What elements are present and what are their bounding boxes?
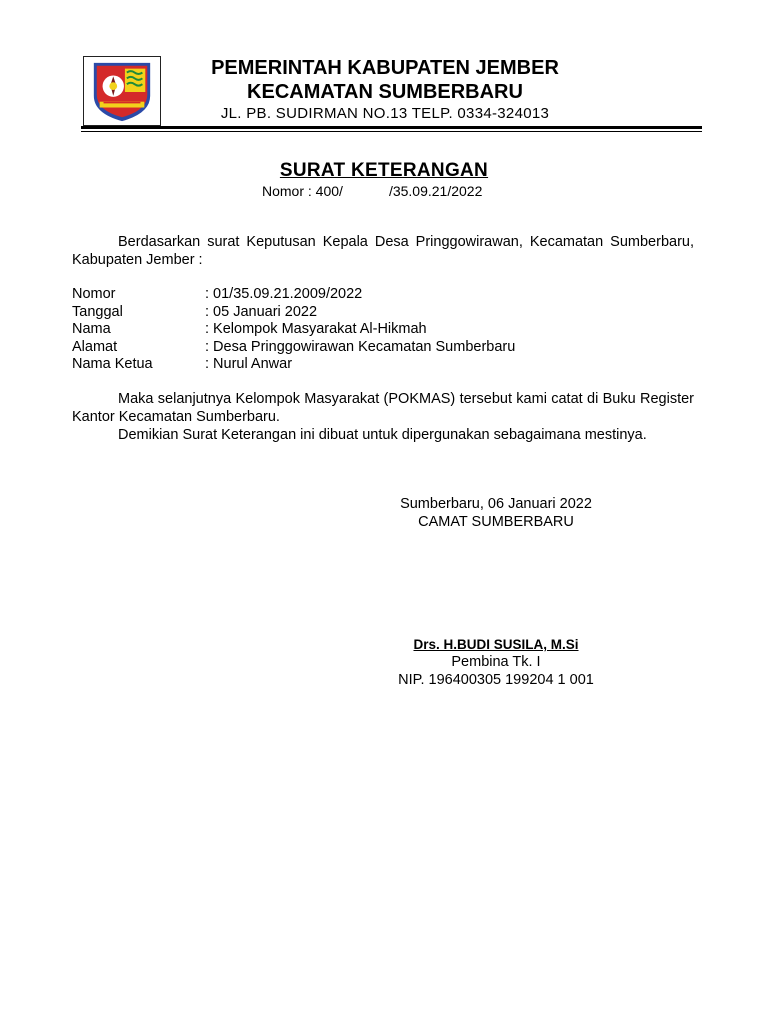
detail-label: Alamat	[72, 338, 118, 355]
detail-row-nama-ketua	[72, 356, 515, 374]
detail-label: Nama Ketua	[72, 356, 153, 372]
document-number	[262, 183, 482, 199]
detail-value: : Desa Pringgowirawan Kecamatan Sumberbaru	[205, 338, 516, 355]
letterhead-government: PEMERINTAH KABUPATEN JEMBER	[211, 57, 559, 79]
document-number-suffix: /35.09.21/2022	[388, 183, 483, 199]
detail-value: : Nurul Anwar	[205, 356, 293, 372]
closing-paragraph-text: Demikian Surat Keterangan ini dibuat untuk dipergunakan sebagaimana mestinya.	[118, 427, 647, 443]
signatory-name: Drs. H.BUDI SUSILA, M.Si	[413, 637, 579, 652]
detail-label: Tanggal	[72, 303, 123, 320]
letterhead-address: JL. PB. SUDIRMAN NO.13 TELP. 0334-324013	[220, 105, 550, 122]
detail-row-tanggal	[72, 304, 515, 322]
detail-label: Nama	[72, 321, 111, 337]
opening-paragraph-text: Berdasarkan surat Keputusan Kepala Desa Pringgowirawan, Kecamatan Sumberbaru, Kabupaten Jember :	[72, 234, 694, 268]
signature-place-date: Sumberbaru, 06 Januari 2022	[400, 496, 592, 512]
closing-paragraph	[72, 426, 694, 444]
letterhead-district: KECAMATAN SUMBERBARU	[247, 81, 523, 103]
detail-value: : 01/35.09.21.2009/2022	[205, 286, 363, 302]
signatory-nip: NIP. 196400305 199204 1 001	[398, 672, 594, 688]
detail-row-alamat	[72, 339, 515, 357]
registration-paragraph	[72, 390, 694, 426]
detail-value: : Kelompok Masyarakat Al-Hikmah	[205, 321, 427, 337]
signatory-rank: Pembina Tk. I	[451, 654, 541, 670]
signature-role: CAMAT SUMBERBARU	[418, 514, 574, 530]
letterhead-divider-thick	[81, 126, 702, 129]
details-list	[72, 286, 515, 374]
detail-value: : 05 Januari 2022	[205, 303, 318, 320]
registration-paragraph-text: Maka selanjutnya Kelompok Masyarakat (POKMAS) tersebut kami catat di Buku Register Kantor Kecamatan Sumberbaru.	[72, 391, 694, 425]
detail-row-nama	[72, 321, 515, 339]
document-number-prefix: Nomor : 400/	[262, 183, 343, 199]
detail-row-nomor	[72, 286, 515, 304]
document-title: SURAT KETERANGAN	[279, 160, 489, 181]
opening-paragraph	[72, 233, 694, 269]
letterhead-divider-thin	[81, 131, 702, 132]
detail-label: Nomor	[72, 286, 116, 302]
